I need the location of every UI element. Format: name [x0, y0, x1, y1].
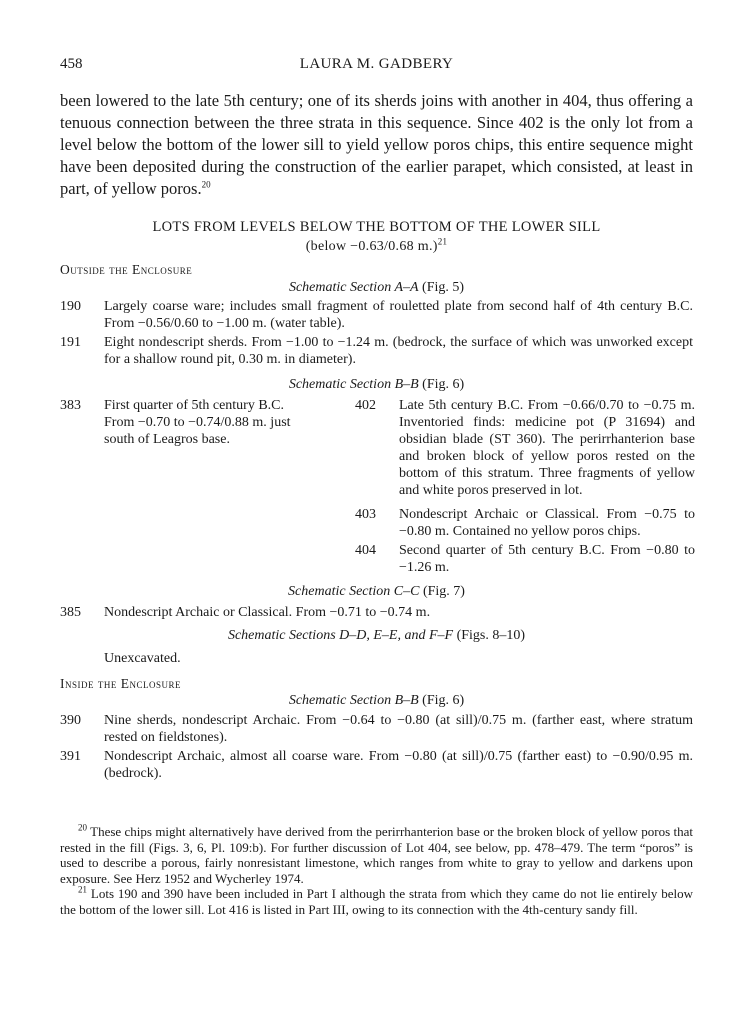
- footnote-number: 21: [78, 884, 87, 895]
- section-def-title: Schematic Sections D–D, E–E, and F–F: [227, 628, 454, 643]
- outside-heading: Outside the Enclosure: [60, 262, 193, 277]
- lot-383: [60, 397, 355, 457]
- footnote-20: [60, 824, 693, 886]
- lot-391: [60, 748, 693, 784]
- lot-description: Late 5th century B.C. From −0.66/0.70 to −0.75 m. Inventoried finds: medicine pot (P 31694) and obsidian blade (ST 360). The perirrhanterion base and broken block of yellow poros rested on the bottom of this stratum. Three fragments of yellow and white poros preserved in lot.: [399, 398, 695, 498]
- lot-385: [60, 604, 693, 622]
- section-def-heading: [60, 628, 693, 644]
- page: [60, 0, 693, 1024]
- lot-description: Nondescript Archaic or Classical. From −0.75 to −0.80 m. Contained no yellow poros chips.: [399, 507, 695, 539]
- section-b-heading: [60, 377, 693, 393]
- section-b-title: Schematic Section B–B: [288, 377, 419, 392]
- lot-191: [60, 334, 693, 370]
- inside-section-b-fig: (Fig. 6): [422, 693, 465, 708]
- section-a-fig: (Fig. 5): [422, 280, 465, 295]
- lot-number: 390: [60, 713, 81, 728]
- lot-description: Second quarter of 5th century B.C. From −0.80 to −1.26 m.: [399, 543, 695, 575]
- running-head: LAURA M. GADBERY: [299, 56, 454, 72]
- lot-description: First quarter of 5th century B.C. From −0.70 to −0.74/0.88 m. just south of Leagros base.: [104, 398, 291, 447]
- lot-402: [355, 397, 693, 501]
- lot-number: 403: [355, 507, 376, 522]
- footnote-text: Lots 190 and 390 have been included in Part I although the strata from which they came do not lie entirely below the bottom of the lower sill. Lot 416 is listed in Part III, owing to its connection with the 4th-century sandy fill.: [60, 886, 694, 917]
- footnote-text: These chips might alternatively have derived from the perirrhanterion base or the broken block of yellow poros that rested in the fill (Figs. 3, 6, Pl. 109:b). For further discussion of Lot 404, see below, pp. 478–479. The term “poros” is used to describe a porous, fairly nonresistant limestone, which ranges from white to gray to yellow and darkens upon exposure. See Herz 1952 and Wycherley 1974.: [60, 824, 693, 886]
- section-a-heading: [60, 280, 693, 296]
- section-def-fig: (Figs. 8–10): [456, 628, 526, 643]
- footnote-21: [60, 886, 693, 917]
- section-c-heading: [60, 584, 693, 600]
- inside-section-b-heading: [60, 693, 693, 709]
- footnote-number: 20: [78, 822, 87, 833]
- lot-number: 191: [60, 335, 81, 350]
- section-c-title: Schematic Section C–C: [288, 584, 420, 599]
- lot-number: 385: [60, 605, 81, 620]
- section-a-title: Schematic Section A–A: [288, 280, 419, 295]
- main-heading-subtitle-line: [60, 237, 693, 256]
- footnote-ref-21[interactable]: 21: [437, 236, 448, 247]
- lot-404: [355, 542, 693, 578]
- footnote-ref-20[interactable]: 20: [201, 179, 211, 190]
- lot-description: Nondescript Archaic, almost all coarse ware. From −0.80 (at sill)/0.75 (farther east) to −0.90/0.95 m. (bedrock).: [104, 749, 693, 781]
- lot-description: Nine sherds, nondescript Archaic. From −0.64 to −0.80 (at sill)/0.75 m. (farther east, where stratum rested on fieldstones).: [104, 713, 693, 745]
- lot-403: [355, 506, 693, 542]
- main-heading: [60, 218, 693, 256]
- lot-description: Largely coarse ware; includes small fragment of rouletted plate from second half of 4th century B.C. From −0.56/0.60 to −1.00 m. (water table).: [104, 299, 693, 331]
- lot-number: 402: [355, 398, 376, 413]
- main-heading-subtitle: (below −0.63/0.68 m.): [305, 239, 438, 254]
- page-number: 458: [60, 56, 83, 72]
- section-b-fig: (Fig. 6): [422, 377, 465, 392]
- inside-heading: Inside the Enclosure: [60, 676, 181, 691]
- lot-190: [60, 298, 693, 334]
- lot-description: Nondescript Archaic or Classical. From −0.71 to −0.74 m.: [104, 605, 431, 620]
- section-def-note-row: [60, 650, 693, 668]
- intro-paragraph-text: been lowered to the late 5th century; one of its sherds joins with another in 404, thus offering a tenuous connection between the three strata in this sequence. Since 402 is the only lot from a level below the bottom of the lower sill to yield yellow poros chips, this entire sequence might have been deposited during the construction of the earlier parapet, which consisted, at least in part, of yellow poros.: [60, 91, 693, 198]
- inside-section-b-title: Schematic Section B–B: [288, 693, 419, 708]
- footnotes: [60, 824, 693, 917]
- section-def-note: Unexcavated.: [104, 651, 181, 666]
- intro-paragraph: [60, 90, 693, 200]
- lot-number: 391: [60, 749, 81, 764]
- lot-number: 383: [60, 398, 81, 413]
- lot-number: 190: [60, 299, 81, 314]
- lot-390: [60, 712, 693, 748]
- lot-description: Eight nondescript sherds. From −1.00 to −1.24 m. (bedrock, the surface of which was unworked except for a shallow round pit, 0.30 m. in diameter).: [104, 335, 693, 367]
- main-heading-title: LOTS FROM LEVELS BELOW THE BOTTOM OF THE LOWER SILL: [152, 219, 601, 235]
- lot-number: 404: [355, 543, 376, 558]
- section-c-fig: (Fig. 7): [422, 584, 465, 599]
